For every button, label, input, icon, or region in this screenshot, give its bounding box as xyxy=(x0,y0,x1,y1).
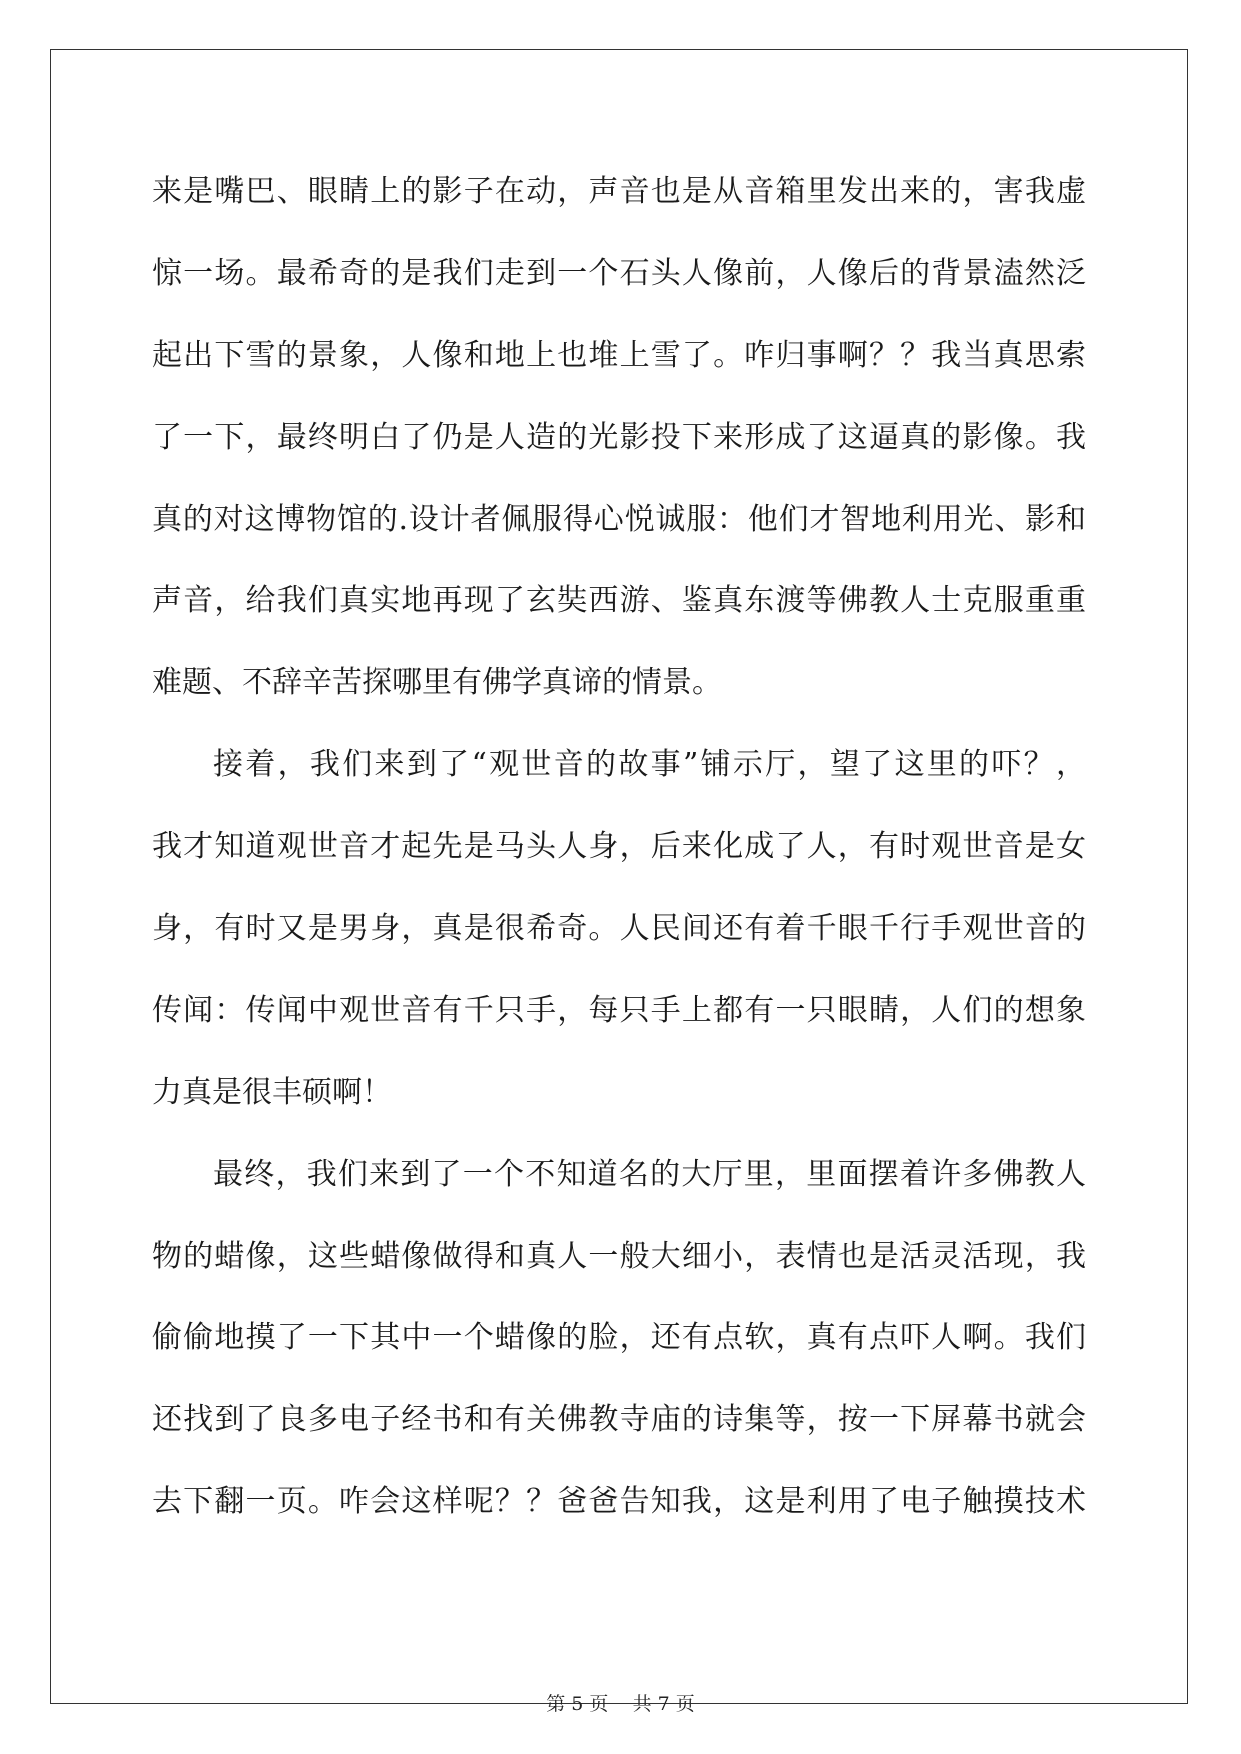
text-line: 起出下雪的景象，人像和地上也堆上雪了。咋归事啊？？我当真思索 xyxy=(152,337,1086,373)
text-line: 去下翻一页。咋会这样呢？？爸爸告知我，这是利用了电子触摸技术 xyxy=(152,1484,1086,1520)
text-line: 传闻：传闻中观世音有千只手，每只手上都有一只眼睛，人们的想象 xyxy=(152,992,1086,1028)
text-line: 偷偷地摸了一下其中一个蜡像的脸，还有点软，真有点吓人啊。我们 xyxy=(152,1320,1086,1356)
text-line: 来是嘴巴、眼睛上的影子在动，声音也是从音箱里发出来的，害我虚 xyxy=(152,174,1086,209)
text-line: 还找到了良多电子经书和有关佛教寺庙的诗集等，按一下屏幕书就会 xyxy=(152,1402,1086,1438)
text-line: 惊一场。最希奇的是我们走到一个石头人像前，人像后的背景溘然泛 xyxy=(152,255,1086,291)
text-line: 身，有时又是男身，真是很希奇。人民间还有着千眼千行手观世音的 xyxy=(152,911,1086,947)
document-body xyxy=(152,162,1086,1554)
paragraph-start-line: 接着，我们来到了“观世音的故事”铺示厅，望了这里的吓？， xyxy=(213,747,1086,783)
page-number-footer: 第 5 页 共 7 页 xyxy=(546,1693,695,1715)
text-line: 声音，给我们真实地再现了玄奘西游、鉴真东渡等佛教人士克服重重 xyxy=(152,583,1086,619)
text-line: 难题、不辞辛苦探哪里有佛学真谛的情景。 xyxy=(152,665,722,701)
paragraph-start-line: 最终，我们来到了一个不知道名的大厅里，里面摆着许多佛教人 xyxy=(213,1156,1086,1192)
text-line: 真的对这博物馆的.设计者佩服得心悦诚服：他们才智地利用光、影和 xyxy=(152,501,1086,537)
text-line: 我才知道观世音才起先是马头人身，后来化成了人，有时观世音是女 xyxy=(152,829,1086,865)
text-line: 了一下，最终明白了仍是人造的光影投下来形成了这逼真的影像。我 xyxy=(152,419,1086,455)
text-line: 物的蜡像，这些蜡像做得和真人一般大细小，表情也是活灵活现，我 xyxy=(152,1238,1086,1274)
text-line: 力真是很丰硕啊！ xyxy=(152,1074,392,1110)
